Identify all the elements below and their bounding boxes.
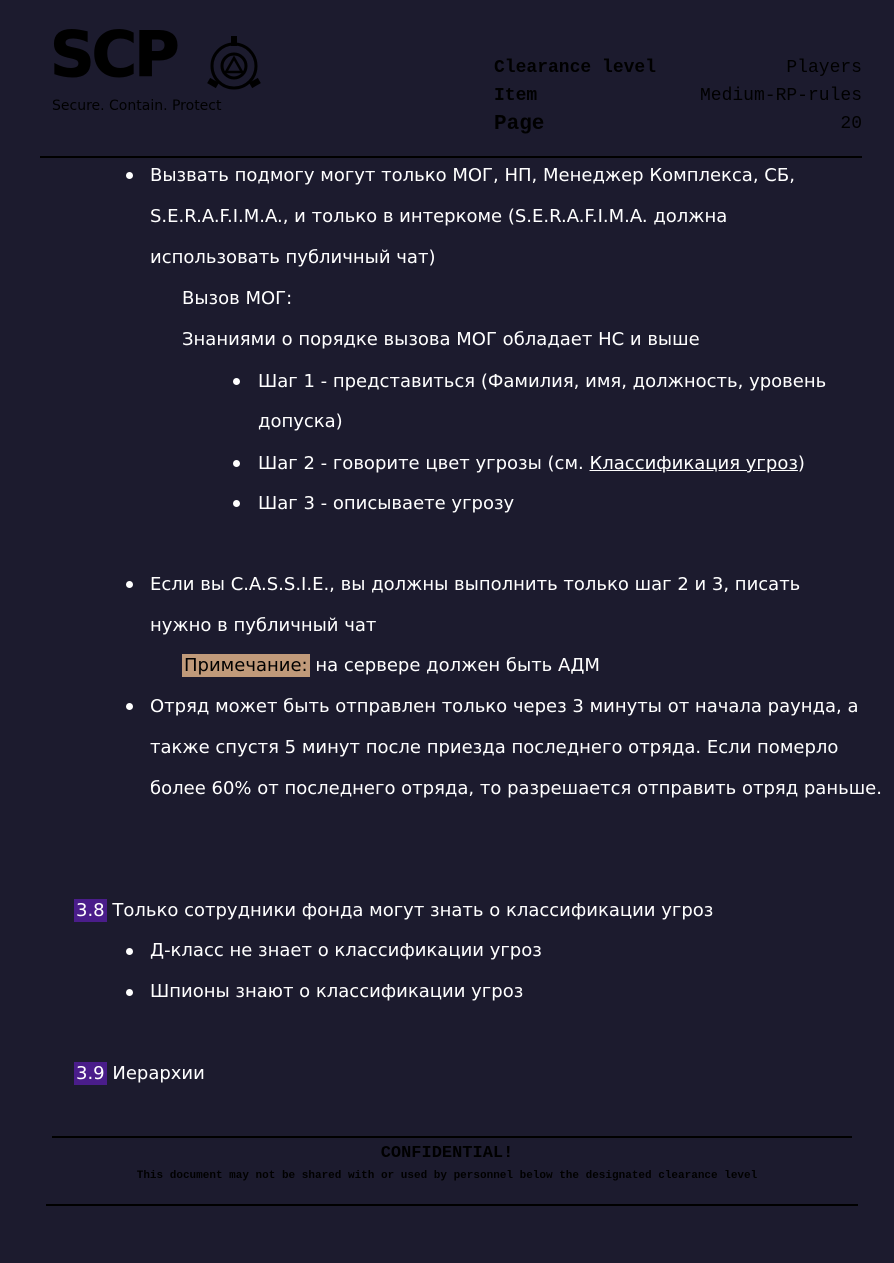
mog-call-knowledge: Знаниями о порядке вызова МОГ обладает НС и выше: [182, 329, 700, 350]
logo-text: SCP: [50, 18, 177, 91]
step-1-line-1: Шаг 1 - представиться (Фамилия, имя, должность, уровень: [258, 371, 827, 392]
note-text: на сервере должен быть АДМ: [309, 655, 600, 676]
bullet-squad: [126, 703, 133, 710]
note-label: Примечание:: [184, 655, 308, 676]
meta-value-clearance: Players: [786, 58, 862, 78]
step-2-close: ): [797, 453, 805, 474]
logo-tagline: Secure. Contain. Protect: [52, 98, 222, 114]
document-meta: [494, 54, 862, 138]
section-3-9: [74, 1065, 205, 1083]
backup-line-2: S.E.R.A.F.I.M.A., и только в интеркоме (S.E.R.A.F.I.M.A. должна: [150, 206, 728, 227]
bullet-backup: [126, 172, 133, 179]
meta-value-item: Medium-RP-rules: [699, 86, 862, 106]
meta-value-page: 20: [840, 114, 862, 134]
bullet-step-2: [233, 460, 240, 467]
cassie-line-1: Если вы C.A.S.S.I.E., вы должны выполнить только шаг 2 и 3, писать: [150, 574, 801, 595]
note: [182, 657, 600, 675]
d-class-line: Д-класс не знает о классификации угроз: [150, 940, 542, 961]
backup-line-3: использовать публичный чат): [150, 247, 436, 268]
scp-symbol-icon: [206, 32, 262, 94]
section-3-8-title: Только сотрудники фонда могут знать о классификации угроз: [106, 900, 714, 921]
meta-key-clearance: Clearance level: [494, 58, 657, 78]
bullet-step-1: [233, 378, 240, 385]
threat-classification-link[interactable]: Классификация угроз: [589, 453, 798, 474]
mog-call-title: Вызов МОГ:: [182, 288, 293, 309]
meta-key-item: Item: [494, 86, 538, 106]
spies-line: Шпионы знают о классификации угроз: [150, 981, 524, 1002]
meta-row-page: [494, 110, 862, 138]
footer-title: CONFIDENTIAL!: [380, 1144, 514, 1163]
squad-line-2: также спустя 5 минут после приезда последнего отряда. Если померло: [150, 737, 839, 758]
backup-line-1: Вызвать подмогу могут только МОГ, НП, Менеджер Комплекса, СБ,: [150, 165, 795, 186]
step-2: [258, 455, 805, 473]
squad-line-1: Отряд может быть отправлен только через 3 минуты от начала раунда, а: [150, 696, 859, 717]
section-3-9-title: Иерархии: [106, 1063, 205, 1084]
scp-logo: [50, 18, 260, 122]
step-1-line-2: допуска): [258, 411, 343, 432]
step-3: Шаг 3 - описываете угрозу: [258, 493, 515, 514]
step-2-text: Шаг 2 - говорите цвет угрозы (см.: [258, 453, 590, 474]
meta-row-item: [494, 82, 862, 110]
footer-divider-bottom: [46, 1204, 858, 1206]
cassie-line-2: нужно в публичный чат: [150, 615, 377, 636]
header-divider: [40, 156, 862, 158]
meta-key-page: Page: [494, 112, 545, 136]
bullet-step-3: [233, 500, 240, 507]
meta-row-clearance: [494, 54, 862, 82]
footer-notice: This document may not be shared with or used by personnel below the designated clearance level: [136, 1170, 758, 1182]
section-3-8: [74, 902, 713, 920]
bullet-cassie: [126, 581, 133, 588]
footer-divider-top: [52, 1136, 852, 1138]
section-3-9-number: 3.9: [76, 1063, 105, 1084]
section-3-8-number: 3.8: [76, 900, 105, 921]
squad-line-3: более 60% от последнего отряда, то разрешается отправить отряд раньше.: [150, 778, 882, 799]
bullet-d-class: [126, 948, 133, 955]
bullet-spies: [126, 989, 133, 996]
